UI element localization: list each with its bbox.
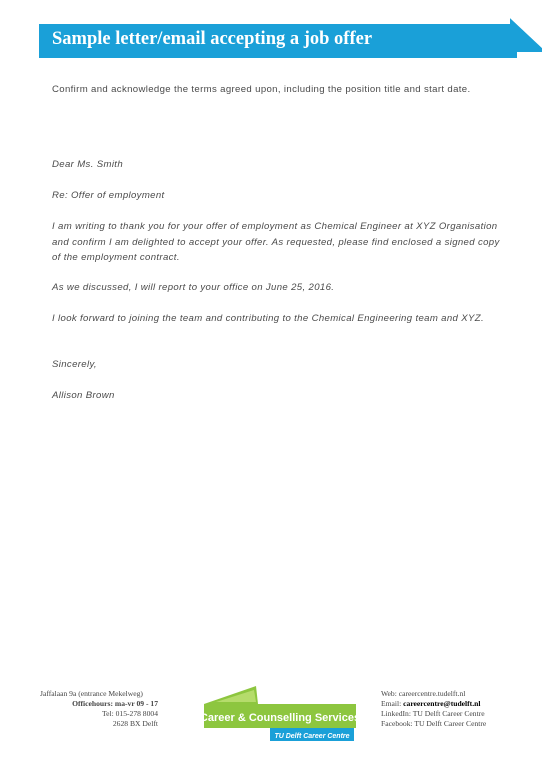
page-title: Sample letter/email accepting a job offer	[52, 29, 373, 49]
page-corner-icon	[506, 18, 542, 52]
footer-web-link[interactable]: careercentre.tudelft.nl	[398, 689, 466, 698]
letter-paragraph-2: As we discussed, I will report to your office on June 25, 2016.	[52, 282, 335, 293]
footer-address	[40, 689, 158, 729]
letter-salutation: Dear Ms. Smith	[52, 159, 124, 170]
footer-postcode: 2628 BX Delft	[112, 719, 158, 728]
career-counselling-logo	[196, 684, 361, 746]
footer-telephone: Tel: 015-278 8004	[102, 709, 158, 718]
footer-linkedin: LinkedIn: TU Delft Career Centre	[381, 709, 485, 718]
letter-signature: Allison Brown	[52, 390, 115, 401]
footer-office-hours: Officehours: ma-vr 09 - 17	[72, 699, 158, 708]
intro-instruction: Confirm and acknowledge the terms agreed upon, including the position title and start date.	[52, 84, 471, 95]
footer-web: Web: careercentre.tudelft.nl	[381, 689, 466, 698]
footer-contact	[381, 689, 521, 729]
footer-email: Email: careercentre@tudelft.nl	[381, 699, 481, 708]
footer-address-line: Jaffalaan 9a (entrance Mekelweg)	[40, 689, 143, 698]
logo-text-main: Career & Counselling Services	[199, 712, 361, 724]
footer-email-link[interactable]: careercentre@tudelft.nl	[403, 699, 481, 708]
letter-paragraph-1: I am writing to thank you for your offer of employment as Chemical Engineer at XYZ Organisation and confirm I am delighted to accept your offer. As requested, please find enclosed a signed copy of the employment contract.	[52, 221, 500, 264]
letter-closing: Sincerely,	[52, 359, 97, 370]
letter-paragraph-3: I look forward to joining the team and contributing to the Chemical Engineering team and XYZ.	[52, 313, 484, 324]
page-header	[39, 24, 517, 58]
letter-subject: Re: Offer of employment	[52, 190, 165, 201]
footer-facebook: Facebook: TU Delft Career Centre	[381, 719, 487, 728]
logo-text-sub: TU Delft Career Centre	[274, 733, 350, 740]
